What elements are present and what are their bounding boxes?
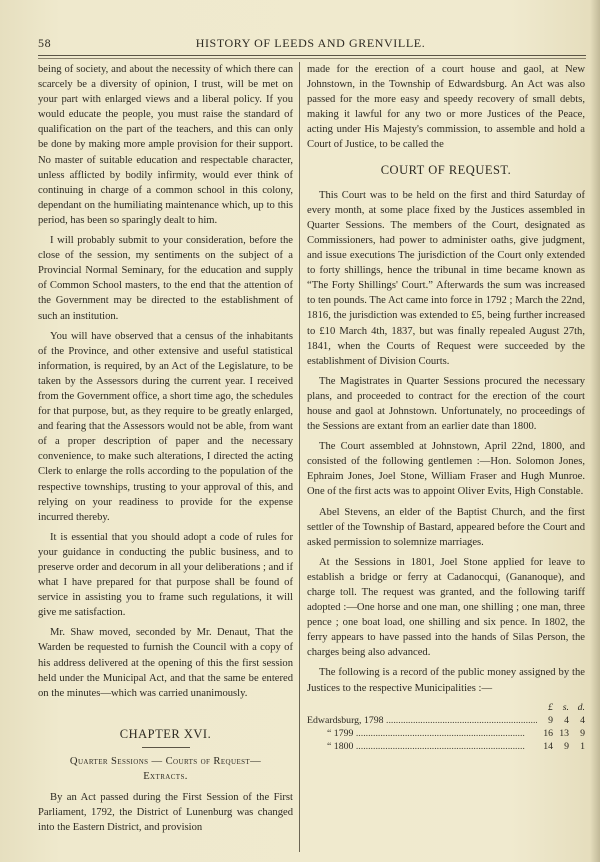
paragraph: being of society, and about the necessity of which there can scarcely be a diversity of opinion, I trust, will be met on your part with enlarged views and a liberal policy. If you would educate the people, you must raise the standard of qualification on the part of the teachers, and this can only be done by making more ample provision for their support. No master of suitable education and respectable character, unless afflicted by bodily infirmity, would ever think of continuing in charge of a common school in this colony, dependant on the humiliating maintenance which, up to this period, has been so sparingly dealt to him. [38,64,293,226]
chapter-subtitle: Quarter Sessions — Courts of Request— [69,755,262,767]
table-header-row [307,701,585,714]
row-label: “ 1800 ..... [307,740,537,753]
header-shillings: s. [562,701,569,713]
paragraph: At the Sessions in 1801, Joel Stone applied for leave to establish a bridge or ferry at Cadanocqui, (Gananoque), and charge toll. The request was granted, and the following tariff adopted :—One horse and one man, one shilling ; one man, three pence ; one boat load, one shilling and six pence. In 1802, the ferry appears to have passed into the hands of Silas Person, the charges being also advanced. [307,556,585,659]
page-header [38,34,583,56]
row-pounds: 16 [543,727,553,739]
paragraph: The Magistrates in Quarter Sessions procured the necessary plans, and proceeded to contract for the erection of the court house and gaol at Johnstown. Unfortunately, no proceedings of the Sessions are extant from an earlier date than 1800. [307,375,585,433]
row-shillings: 13 [559,727,569,739]
row-pounds: 14 [543,740,553,752]
right-column [307,62,585,753]
paragraph: This Court was to be held on the first and third Saturday of every month, at some place fixed by the Justices assembled in Quarter Sessions. The members of the Court, designated as Commissioners, had power to administer oaths, give judgment, and issue executions The jurisdiction of the Court only extended to forty shillings, hence the tribunal in time became known as “The Forty Shillings' Court.” Afterwards the sum was increased to ten pounds. The Act came into force in 1792 ; March the 22nd, 1816, the jurisdiction was extended to £5, being further increased to £10 March 4th, 1837, but was finally repealed August 27th, 1841, when the Courts of Request were succeeded by the establishment of Division Courts. [307,189,585,367]
row-pence: 9 [580,727,585,739]
row-label: “ 1799 ..... [307,727,537,740]
paragraph: You will have observed that a census of the inhabitants of the Province, and other extensive and useful statistical information, is required, by an Act of the Legislature, to be taken by the Assessors during the current year. I received from the Government office, a short time ago, the schedules for that purpose, but, as they require to be greatly enlarged, and fearing that the Assessors would not be able, from want of a proper description of paper and the necessary convenience, to make such alterations, I directed the acting Clerk to enlarge the rolls according to the population of the respective townships, trusting to your approval of this, and relying on your readiness to provide for the expense incurred thereby. [38,330,293,523]
header-rule [38,55,586,56]
row-pence: 4 [580,714,585,726]
left-column [38,62,293,840]
table-row [307,740,585,753]
paragraph: I will probably submit to your consideration, before the close of the session, my sentiments on the subject of a Provincial Normal Seminary, for the education and supply of Common School masters, to the end that the attention of the Government may be directed to the establishment of such an institution. [38,235,293,322]
section-heading: COURT OF REQUEST. [380,162,512,177]
row-pence: 1 [580,740,585,752]
page-edge-shadow [590,0,600,862]
column-divider [299,62,300,852]
chapter-rule [142,747,190,748]
money-table [307,701,585,753]
running-head: HISTORY OF LEEDS AND GRENVILLE. [195,36,426,50]
table-row [307,714,585,727]
row-shillings: 9 [564,740,569,752]
paragraph: The Court assembled at Johnstown, April 22nd, 1800, and consisted of the following gentlemen :—Hon. Solomon Jones, Ephraim Jones, Joel Stone, William Fraser and Hugh Munroe. One of the first acts was to appoint Oliver Evits, High Constable. [307,441,585,498]
header-pounds: £ [548,701,553,713]
row-label: Edwardsburg, 1798 ..... [307,714,537,727]
paragraph: made for the erection of a court house and gaol, at New Johnstown, in the Township of Edwardsburg. An Act was also passed for the more easy and speedy recovery of small debts, making it lawful for any two or more Justices of the Peace, acting under His Majesty's commission, to assemble and hold a Court of Justice, to be called the [307,64,585,151]
table-row [307,727,585,740]
chapter-title: CHAPTER XVI. [119,726,212,741]
paragraph: By an Act passed during the First Session of the First Parliament, 1792, the District of Lunenburg was changed into the Eastern District, and provision [38,791,293,834]
paragraph: The following is a record of the public money assigned by the Justices to the respective Municipalities :— [307,667,585,694]
row-pounds: 9 [548,714,553,726]
header-rule-secondary [38,58,586,59]
page-number: 58 [38,36,52,50]
paragraph: It is essential that you should adopt a code of rules for your guidance in conducting the public business, and to preserve order and decorum in all your deliberations ; and if what I have prepared for that purpose shall be found of service in assisting you to frame such regulations, it will give me satisfaction. [38,531,293,619]
paragraph: Abel Stevens, an elder of the Baptist Church, and the first settler of the Township of Bastard, appeared before the Court and asked permission to solemnize marriages. [307,506,585,548]
chapter-subtitle-continued: Extracts. [143,770,188,782]
header-pence: d. [577,701,585,713]
paragraph: Mr. Shaw moved, seconded by Mr. Denaut, That the Warden be requested to furnish the Council with a copy of his address delivered at the opening of this the first session held under the Municipal Act, and that the same be entered on the minutes—which was carried unanimously. [38,627,293,699]
row-shillings: 4 [564,714,569,726]
